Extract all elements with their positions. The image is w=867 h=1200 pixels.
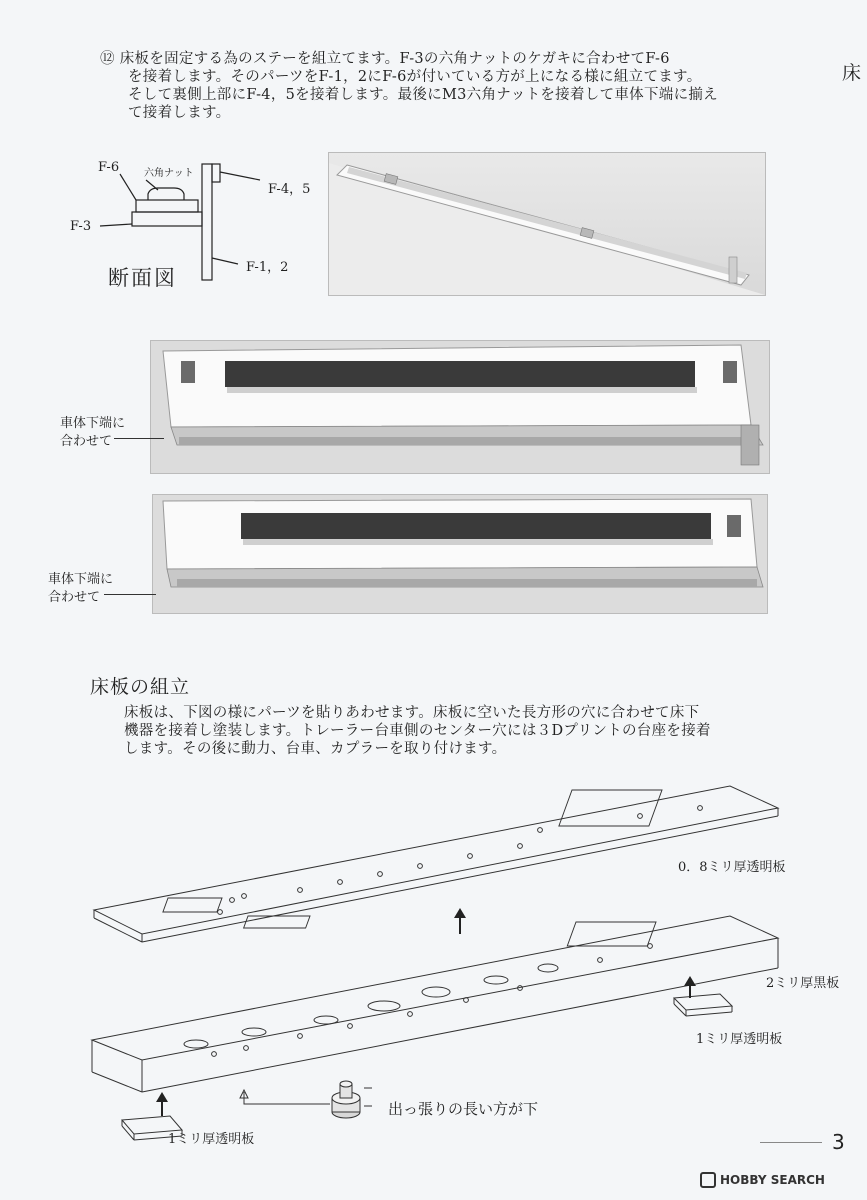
photo-2-callout-line-2: 合わせて <box>48 590 101 605</box>
label-f3: F-3 <box>70 219 92 234</box>
photo-2-callout-leader <box>104 594 156 595</box>
floor-exploded-drawing <box>0 770 867 1150</box>
label-longer-side-down: 出っ張りの長い方が下 <box>388 1100 539 1118</box>
label-f45: F-4，5 <box>268 182 311 197</box>
floor-section-paragraph <box>124 704 711 758</box>
label-08mm-clear-plate: 0．8ミリ厚透明板 <box>678 860 786 875</box>
stay-rail-drawing <box>329 153 765 295</box>
photo-1-callout-line-1: 車体下端に <box>60 416 126 431</box>
label-f6: F-6 <box>98 160 120 175</box>
watermark-logo-icon <box>700 1172 716 1188</box>
label-1mm-clear-plate-left: 1ミリ厚透明板 <box>168 1132 255 1147</box>
photo-car-body-1 <box>150 340 770 474</box>
step-line-1: 床板を固定する為のステーを組立てます。F-3の六角ナットのケガキに合わせてF-6 <box>119 51 670 67</box>
cross-section-diagram <box>60 150 320 300</box>
label-2mm-black-plate: 2ミリ厚黒板 <box>766 976 840 991</box>
floor-line-2: 機器を接着し塗装します。トレーラー台車側のセンター穴には３Dプリントの台座を接着 <box>124 723 711 739</box>
step-line-4: て接着します。 <box>128 105 231 121</box>
label-hex-nut: 六角ナット <box>144 168 194 179</box>
floor-line-1: 床板は、下図の様にパーツを貼りあわせます。床板に空いた長方形の穴に合わせて床下 <box>124 705 700 721</box>
cut-off-edge-char: 床 <box>842 62 862 84</box>
photo-stay-rail <box>328 152 766 296</box>
car-body-2-drawing <box>153 495 767 613</box>
photo-car-body-2 <box>152 494 768 614</box>
watermark-text: HOBBY SEARCH <box>720 1173 825 1187</box>
footer-rule <box>760 1142 822 1143</box>
photo-1-callout-line-2: 合わせて <box>60 434 113 449</box>
step-line-3: そして裏側上部にF-4，5を接着します。最後にM3六角ナットを接着して車体下端に揃え <box>128 87 718 103</box>
page-number: 3 <box>832 1130 845 1154</box>
floor-exploded-diagram <box>0 770 867 1150</box>
watermark <box>700 1172 825 1188</box>
step-line-2: を接着します。そのパーツをF-1，2にF-6が付いている方が上になる様に組立てます。 <box>128 69 702 85</box>
step-12-paragraph <box>100 50 718 122</box>
label-1mm-clear-plate-right: 1ミリ厚透明板 <box>696 1032 783 1047</box>
step-number: ⑫ <box>100 51 115 67</box>
cross-section-title: 断面図 <box>108 266 177 290</box>
photo-1-callout-leader <box>114 438 164 439</box>
floor-line-3: します。その後に動力、台車、カプラーを取り付けます。 <box>124 741 507 757</box>
label-f12: F-1，2 <box>246 260 289 275</box>
photo-2-callout-line-1: 車体下端に <box>48 572 114 587</box>
floor-section-heading: 床板の組立 <box>90 676 191 698</box>
car-body-1-drawing <box>151 341 769 473</box>
